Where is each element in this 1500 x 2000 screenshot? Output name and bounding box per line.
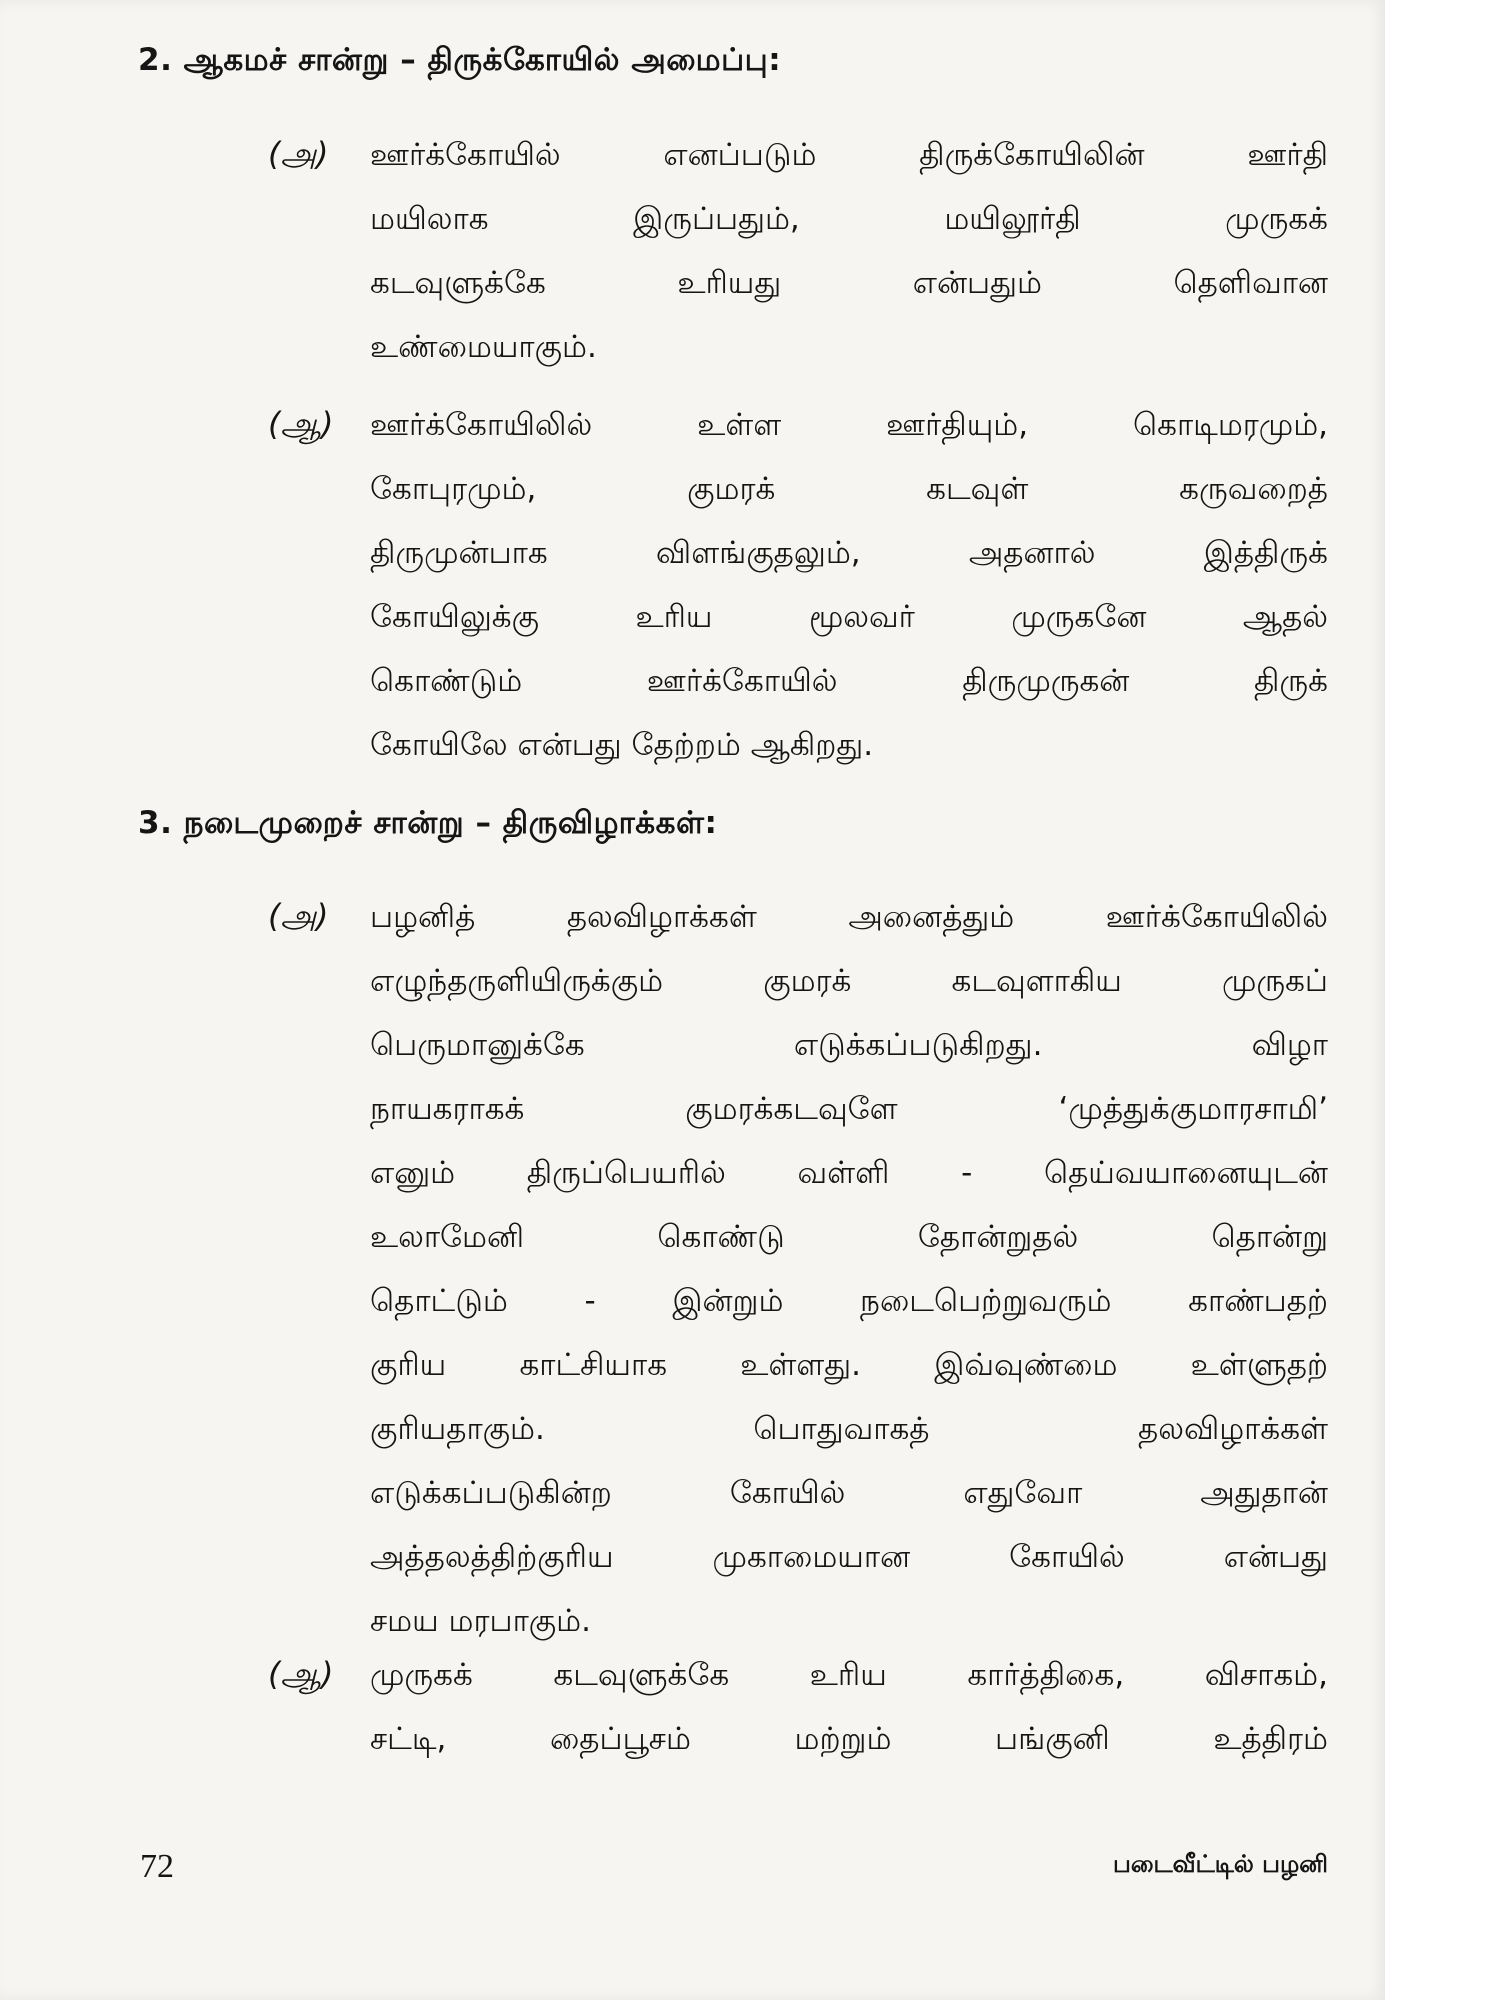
section-2-heading: 2. ஆகமச் சான்று – திருக்கோயில் அமைப்பு:: [138, 42, 782, 78]
text-line: கோயிலுக்கு உரிய மூலவர் முருகனே ஆதல்: [370, 599, 1328, 635]
section-3-heading: 3. நடைமுறைச் சான்று – திருவிழாக்கள்:: [138, 805, 718, 841]
text-line: திருமுன்பாக விளங்குதலும், அதனால் இத்திருக்: [370, 535, 1328, 571]
page-margin: [1385, 0, 1500, 2000]
text-line: ஊர்க்கோயிலில் உள்ள ஊர்தியும், கொடிமரமும்,: [370, 407, 1328, 443]
text-line: பழனித் தலவிழாக்கள் அனைத்தும் ஊர்க்கோயிலில்: [370, 899, 1328, 935]
item-marker: (அ): [268, 897, 329, 935]
text-line: பெருமானுக்கே எடுக்கப்படுகிறது. விழா: [370, 1027, 1328, 1063]
text-line: குரியதாகும். பொதுவாகத் தலவிழாக்கள்: [370, 1411, 1328, 1447]
text-line: சமய மரபாகும்.: [370, 1603, 591, 1639]
item-marker: (ஆ): [268, 1655, 334, 1693]
text-line: எழுந்தருளியிருக்கும் குமரக் கடவுளாகிய முருகப்: [370, 963, 1328, 999]
text-line: தொட்டும் - இன்றும் நடைபெற்றுவரும் காண்பதற்: [370, 1283, 1328, 1319]
text-line: கோயிலே என்பது தேற்றம் ஆகிறது.: [370, 727, 874, 763]
text-line: கோபுரமும், குமரக் கடவுள் கருவறைத்: [370, 471, 1328, 507]
page-number: 72: [140, 1848, 174, 1885]
text-line: ஊர்க்கோயில் எனப்படும் திருக்கோயிலின் ஊர்தி: [370, 137, 1328, 173]
text-line: முருகக் கடவுளுக்கே உரிய கார்த்திகை, விசாகம்,: [370, 1657, 1328, 1693]
text-line: கொண்டும் ஊர்க்கோயில் திருமுருகன் திருக்: [370, 663, 1328, 699]
text-line: நாயகராகக் குமரக்கடவுளே ‘முத்துக்குமாரசாமி’: [370, 1091, 1328, 1127]
text-line: அத்தலத்திற்குரிய முகாமையான கோயில் என்பது: [370, 1539, 1328, 1575]
text-line: குரிய காட்சியாக உள்ளது. இவ்வுண்மை உள்ளுதற்: [370, 1347, 1328, 1383]
item-marker: (அ): [268, 135, 329, 173]
text-line: எனும் திருப்பெயரில் வள்ளி - தெய்வயானையுடன்: [370, 1155, 1328, 1191]
text-line: மயிலாக இருப்பதும், மயிலூர்தி முருகக்: [370, 201, 1328, 237]
running-title: படைவீட்டில் பழனி: [1112, 1850, 1328, 1878]
text-line: எடுக்கப்படுகின்ற கோயில் எதுவோ அதுதான்: [370, 1475, 1328, 1511]
text-line: உலாமேனி கொண்டு தோன்றுதல் தொன்று: [370, 1219, 1328, 1255]
text-line: கடவுளுக்கே உரியது என்பதும் தெளிவான: [370, 265, 1328, 301]
text-line: சட்டி, தைப்பூசம் மற்றும் பங்குனி உத்திரம்: [370, 1721, 1328, 1757]
item-marker: (ஆ): [268, 405, 334, 443]
text-line: உண்மையாகும்.: [370, 329, 597, 365]
